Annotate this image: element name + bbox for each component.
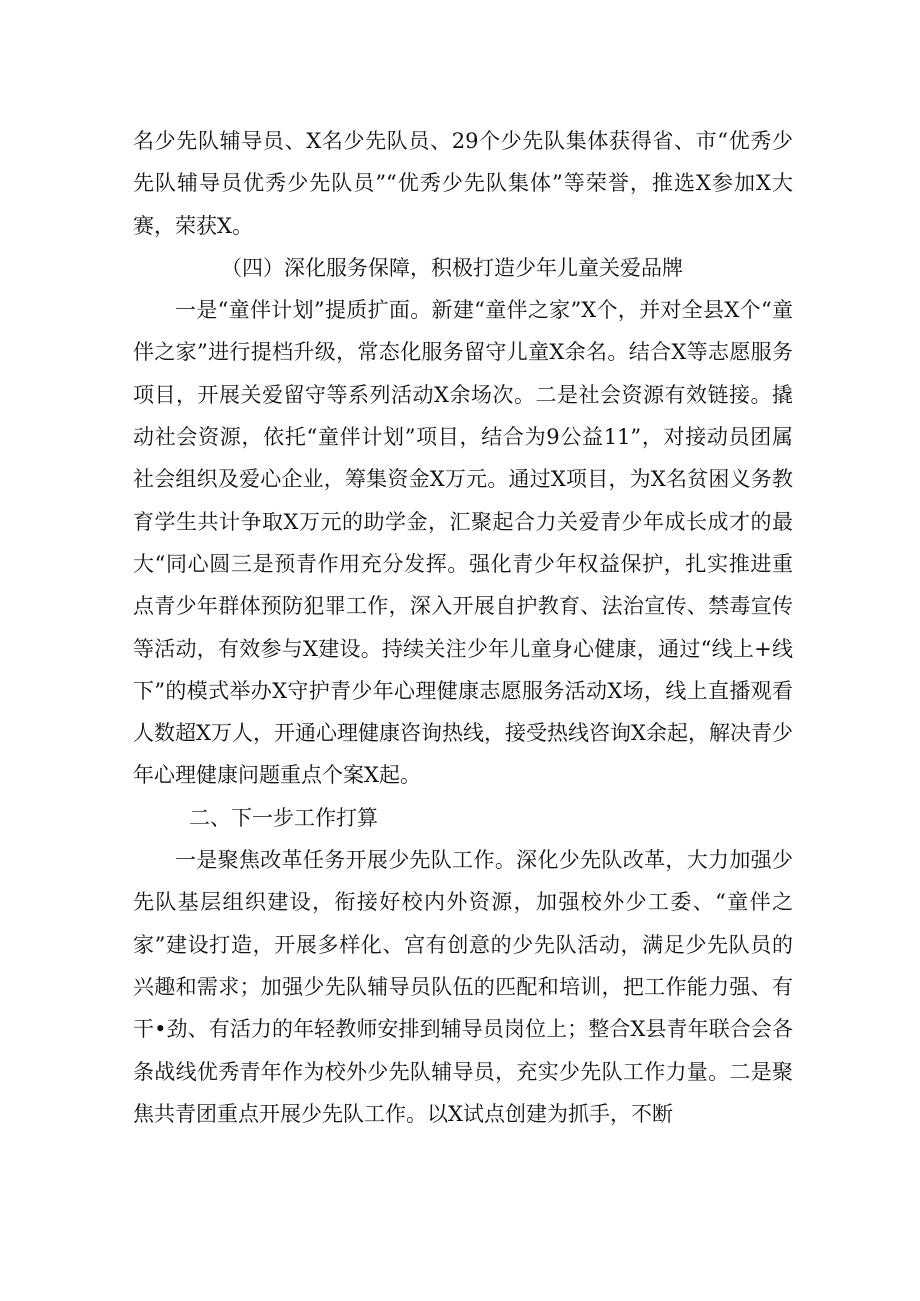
paragraph-honors-continued: 名少先队辅导员、X名少先队员、29个少先队集体获得省、市“优秀少先队辅导员优秀少先队员”“优秀少先队集体”等荣誉，推选X参加X大赛，荣获X。 <box>133 129 793 238</box>
document-body <box>133 120 793 1135</box>
paragraph-service-guarantee: 一是“童伴计划”提质扩面。新建“童伴之家”X个，并对全县X个“童伴之家”进行提档升级，常态化服务留守儿童X余名。结合X等志愿服务项目，开展关爱留守等系列活动X余场次。二是社会资源有效链接。撬动社会资源，依托“童伴计划”项目，结合为9公益11”，对接动员团属社会组织及爱心企业，筹集资金X万元。通过X项目，为X名贫困义务教育学生共计争取X万元的助学金，汇聚起合力关爱青少年成长成才的最大“同心圆三是预青作用充分发挥。强化青少年权益保护，扎实推进重点青少年群体预防犯罪工作，深入开展自护教育、法治宣传、禁毒宣传等活动，有效参与X建设。持续关注少年儿童身心健康，通过“线上+线下”的模式举办X守护青少年心理健康志愿服务活动X场，线上直播观看人数超X万人，开通心理健康咨询热线，接受热线咨询X余起，解决青少年心理健康问题重点个案X起。 <box>133 298 793 788</box>
section-heading-next-steps: 二、下一步工作打算 <box>189 805 378 830</box>
section-heading-four: （四）深化服务保障，积极打造少年儿童关爱品牌 <box>221 255 683 280</box>
paragraph-next-steps: 一是聚焦改革任务开展少先队工作。深化少先队改革，大力加强少先队基层组织建设，衔接好校内外资源，加强校外少工委、“童伴之家”建设打造，开展多样化、宫有创意的少先队活动，满足少先队员的兴趣和需求；加强少先队辅导员队伍的匹配和培训，把工作能力强、有干•劲、有活力的年轻教师安排到辅导员岗位上；整合X县青年联合会各条战线优秀青年作为校外少先队辅导员，充实少先队工作力量。二是聚焦共青团重点开展少先队工作。以X试点创建为抓手，不断 <box>133 848 793 1126</box>
